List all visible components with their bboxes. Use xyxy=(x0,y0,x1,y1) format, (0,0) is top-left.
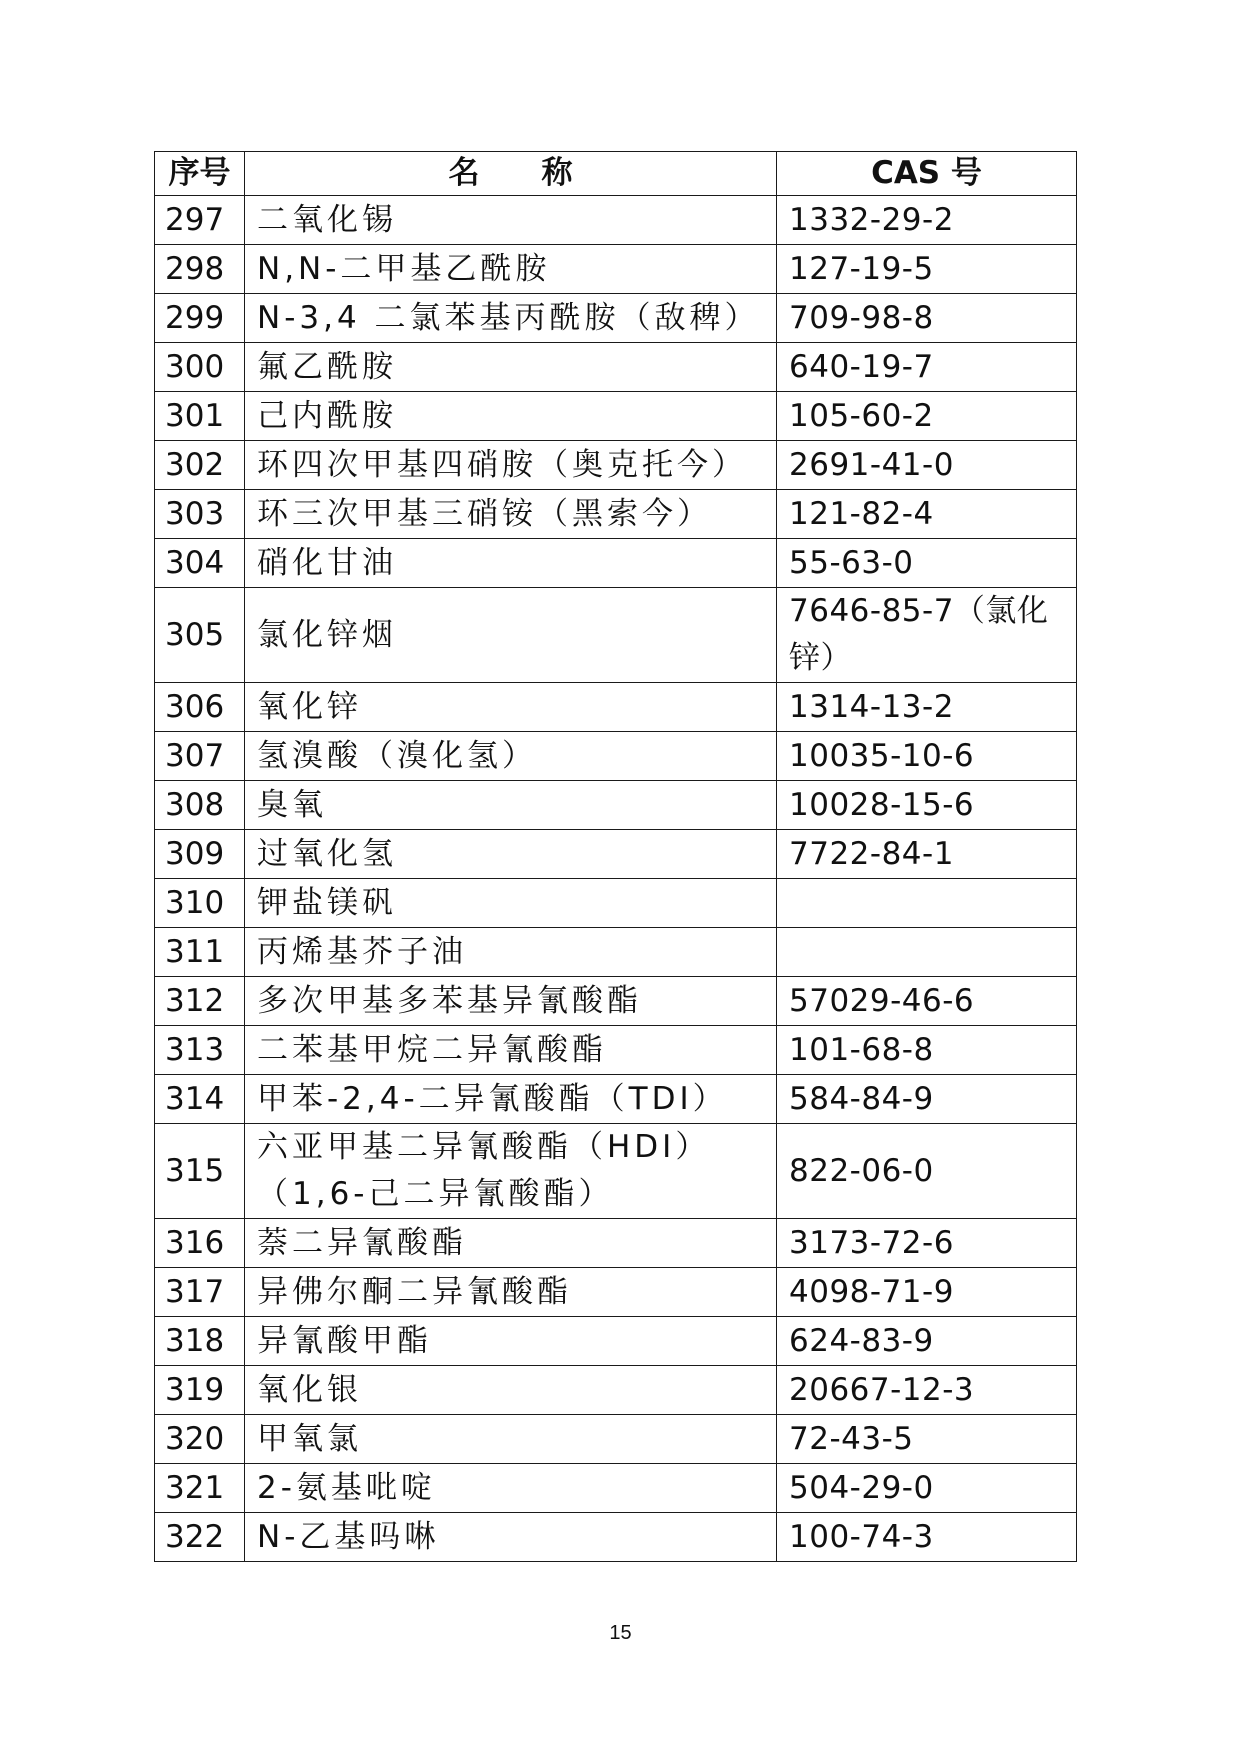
table-row xyxy=(155,1026,1077,1075)
table-row xyxy=(155,294,1077,343)
cas-number-cell: 640-19-7 xyxy=(777,343,1077,392)
substance-name-cell: 己内酰胺 xyxy=(245,392,777,441)
table-row xyxy=(155,539,1077,588)
serial-number-cell: 317 xyxy=(155,1268,245,1317)
table-row xyxy=(155,1464,1077,1513)
serial-number-cell: 307 xyxy=(155,732,245,781)
serial-number-cell: 319 xyxy=(155,1366,245,1415)
substance-name-cell: 异佛尔酮二异氰酸酯 xyxy=(245,1268,777,1317)
serial-number-cell: 309 xyxy=(155,830,245,879)
serial-number-cell: 301 xyxy=(155,392,245,441)
substance-name-cell: 氧化银 xyxy=(245,1366,777,1415)
table-row xyxy=(155,830,1077,879)
substance-name-cell: 臭氧 xyxy=(245,781,777,830)
header-substance-name: 名 称 xyxy=(245,152,777,196)
cas-number-cell: 55-63-0 xyxy=(777,539,1077,588)
table-body xyxy=(155,196,1077,1562)
header-cas-number: CAS 号 xyxy=(777,152,1077,196)
cas-number-cell: 100-74-3 xyxy=(777,1513,1077,1562)
substance-name-cell: 氟乙酰胺 xyxy=(245,343,777,392)
substance-name-cell: 环四次甲基四硝胺（奥克托今） xyxy=(245,441,777,490)
table-header-row xyxy=(155,152,1077,196)
substance-name-cell: 甲氧氯 xyxy=(245,1415,777,1464)
serial-number-cell: 299 xyxy=(155,294,245,343)
serial-number-cell: 321 xyxy=(155,1464,245,1513)
table-row xyxy=(155,781,1077,830)
serial-number-cell: 306 xyxy=(155,683,245,732)
serial-number-cell: 311 xyxy=(155,928,245,977)
table-row xyxy=(155,490,1077,539)
substance-name-cell: 萘二异氰酸酯 xyxy=(245,1219,777,1268)
cas-number-cell: 1332-29-2 xyxy=(777,196,1077,245)
serial-number-cell: 315 xyxy=(155,1124,245,1219)
table-row xyxy=(155,1366,1077,1415)
substance-name-cell: 2-氨基吡啶 xyxy=(245,1464,777,1513)
table-row xyxy=(155,588,1077,683)
cas-number-cell: 57029-46-6 xyxy=(777,977,1077,1026)
table-row xyxy=(155,1075,1077,1124)
table-row xyxy=(155,683,1077,732)
table-row xyxy=(155,343,1077,392)
cas-number-cell: 4098-71-9 xyxy=(777,1268,1077,1317)
cas-number-cell xyxy=(777,879,1077,928)
serial-number-cell: 322 xyxy=(155,1513,245,1562)
serial-number-cell: 312 xyxy=(155,977,245,1026)
cas-number-cell: 1314-13-2 xyxy=(777,683,1077,732)
cas-number-cell: 7646-85-7（氯化锌） xyxy=(777,588,1077,683)
substance-name-cell: 甲苯-2,4-二异氰酸酯（TDI） xyxy=(245,1075,777,1124)
table-row xyxy=(155,1124,1077,1219)
cas-number-cell: 822-06-0 xyxy=(777,1124,1077,1219)
cas-number-cell: 121-82-4 xyxy=(777,490,1077,539)
serial-number-cell: 297 xyxy=(155,196,245,245)
chemical-list-table xyxy=(154,151,1077,1562)
serial-number-cell: 320 xyxy=(155,1415,245,1464)
cas-number-cell: 101-68-8 xyxy=(777,1026,1077,1075)
substance-name-cell: 氧化锌 xyxy=(245,683,777,732)
serial-number-cell: 304 xyxy=(155,539,245,588)
serial-number-cell: 318 xyxy=(155,1317,245,1366)
substance-name-cell: N,N-二甲基乙酰胺 xyxy=(245,245,777,294)
substance-name-cell: 氯化锌烟 xyxy=(245,588,777,683)
serial-number-cell: 300 xyxy=(155,343,245,392)
header-serial-number: 序号 xyxy=(155,152,245,196)
substance-name-cell: 异氰酸甲酯 xyxy=(245,1317,777,1366)
table-row xyxy=(155,879,1077,928)
serial-number-cell: 316 xyxy=(155,1219,245,1268)
cas-number-cell: 584-84-9 xyxy=(777,1075,1077,1124)
table-row xyxy=(155,1219,1077,1268)
serial-number-cell: 298 xyxy=(155,245,245,294)
table-row xyxy=(155,1415,1077,1464)
cas-number-cell: 105-60-2 xyxy=(777,392,1077,441)
table-row xyxy=(155,928,1077,977)
table-row xyxy=(155,441,1077,490)
serial-number-cell: 310 xyxy=(155,879,245,928)
substance-name-cell: 六亚甲基二异氰酸酯（HDI）（1,6-己二异氰酸酯） xyxy=(245,1124,777,1219)
cas-number-cell: 709-98-8 xyxy=(777,294,1077,343)
table-row xyxy=(155,1268,1077,1317)
cas-number-cell: 624-83-9 xyxy=(777,1317,1077,1366)
serial-number-cell: 313 xyxy=(155,1026,245,1075)
substance-name-cell: 二氧化锡 xyxy=(245,196,777,245)
substance-name-cell: N-乙基吗啉 xyxy=(245,1513,777,1562)
serial-number-cell: 303 xyxy=(155,490,245,539)
cas-number-cell xyxy=(777,928,1077,977)
cas-number-cell: 20667-12-3 xyxy=(777,1366,1077,1415)
substance-name-cell: 二苯基甲烷二异氰酸酯 xyxy=(245,1026,777,1075)
cas-number-cell: 3173-72-6 xyxy=(777,1219,1077,1268)
serial-number-cell: 314 xyxy=(155,1075,245,1124)
substance-name-cell: 硝化甘油 xyxy=(245,539,777,588)
substance-name-cell: 氢溴酸（溴化氢） xyxy=(245,732,777,781)
page-number: 15 xyxy=(609,1622,632,1644)
cas-number-cell: 10028-15-6 xyxy=(777,781,1077,830)
table-row xyxy=(155,196,1077,245)
serial-number-cell: 302 xyxy=(155,441,245,490)
table-row xyxy=(155,1317,1077,1366)
substance-name-cell: 环三次甲基三硝铵（黑索今） xyxy=(245,490,777,539)
table-row xyxy=(155,977,1077,1026)
substance-name-cell: 多次甲基多苯基异氰酸酯 xyxy=(245,977,777,1026)
table-row xyxy=(155,392,1077,441)
cas-number-cell: 10035-10-6 xyxy=(777,732,1077,781)
substance-name-cell: 丙烯基芥子油 xyxy=(245,928,777,977)
substance-name-cell: 钾盐镁矾 xyxy=(245,879,777,928)
table-row xyxy=(155,245,1077,294)
serial-number-cell: 308 xyxy=(155,781,245,830)
substance-name-cell: N-3,4 二氯苯基丙酰胺（敌稗） xyxy=(245,294,777,343)
cas-number-cell: 127-19-5 xyxy=(777,245,1077,294)
cas-number-cell: 504-29-0 xyxy=(777,1464,1077,1513)
cas-number-cell: 7722-84-1 xyxy=(777,830,1077,879)
cas-number-cell: 72-43-5 xyxy=(777,1415,1077,1464)
cas-number-cell: 2691-41-0 xyxy=(777,441,1077,490)
substance-name-cell: 过氧化氢 xyxy=(245,830,777,879)
table-row xyxy=(155,732,1077,781)
serial-number-cell: 305 xyxy=(155,588,245,683)
table-row xyxy=(155,1513,1077,1562)
